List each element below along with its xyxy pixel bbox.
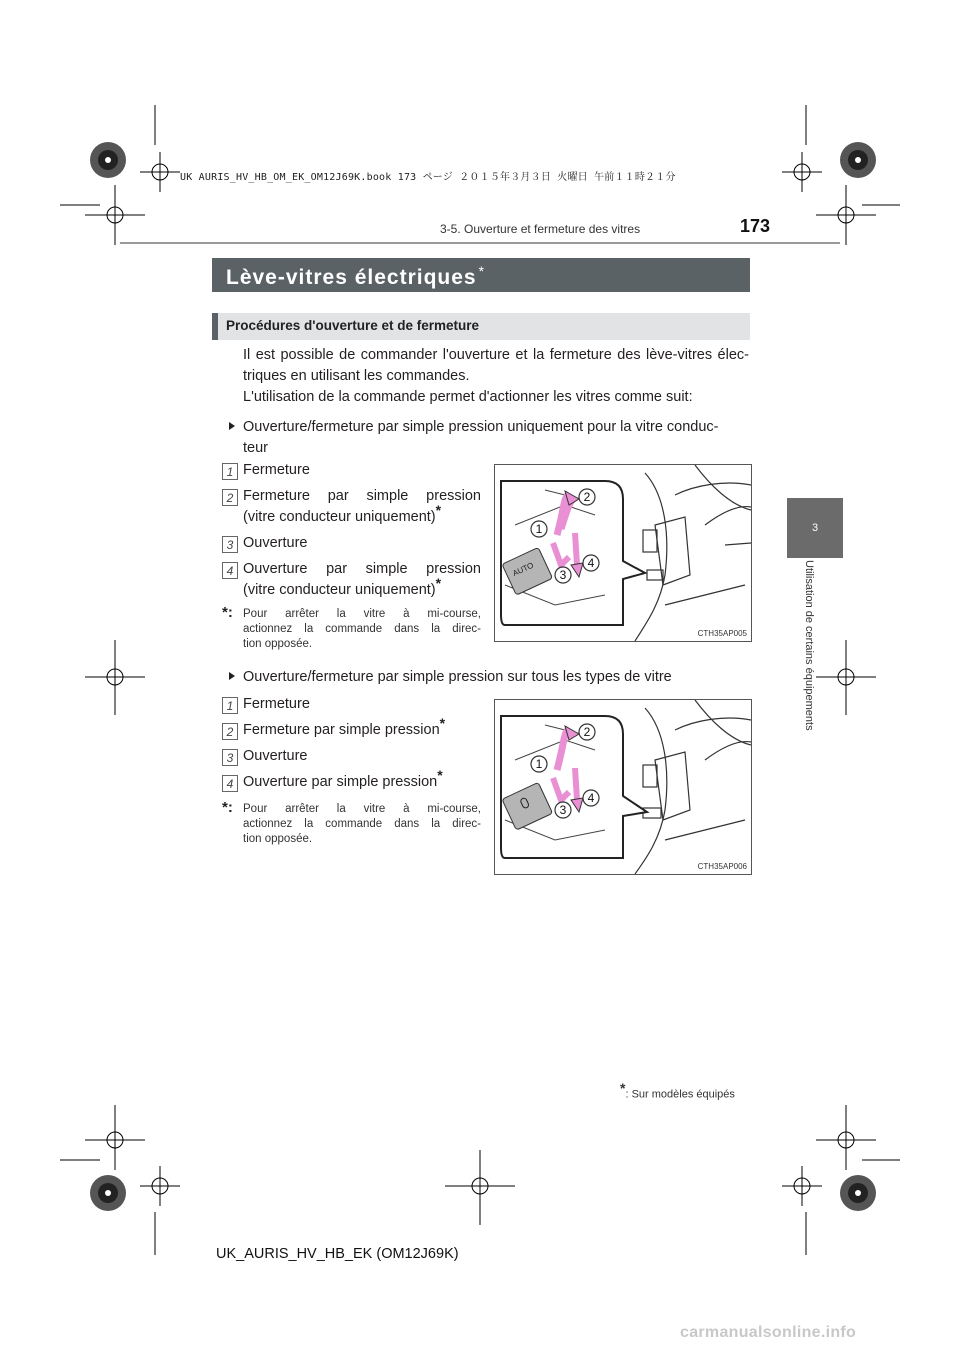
- print-info-line: UK AURIS_HV_HB_OM_EK_OM12J69K.book 173 ページ ２０１５年３月３日 火曜日 午前１１時２１分: [180, 172, 676, 183]
- item-text-part: (vitre conducteur uniquement): [243, 582, 436, 598]
- item-number: 4: [222, 562, 238, 579]
- figure-switch-all: [494, 699, 752, 875]
- item-number: 1: [222, 463, 238, 480]
- bullet-1-text: Ouverture/fermeture par simple pression uniquement pour la vitre conduc-: [243, 419, 719, 435]
- item-text-part: Ouverture par simple pression: [243, 774, 438, 790]
- asterisk-mark: *: [439, 715, 446, 732]
- item-number: 3: [222, 536, 238, 553]
- chapter-label: Utilisation de certains équipements: [803, 560, 815, 731]
- item-text: Ouverture par simple pression: [243, 561, 481, 577]
- item-number: 1: [222, 697, 238, 714]
- item-text: Ouverture: [243, 535, 308, 551]
- item-number: 2: [222, 723, 238, 740]
- rosette-icon: [840, 142, 876, 178]
- note-mark: *:: [222, 799, 233, 816]
- document-id: UK_AURIS_HV_HB_EK (OM12J69K): [216, 1246, 459, 1262]
- note-line: actionnez la commande dans la direc-: [243, 623, 481, 635]
- item-text: Fermeture par simple pression: [243, 488, 481, 504]
- asterisk-mark: *: [620, 1080, 626, 1096]
- callout-number: 1: [535, 522, 543, 536]
- triangle-bullet-icon: [229, 672, 235, 680]
- subtitle-accent: [212, 313, 218, 340]
- note-line: tion opposée.: [243, 833, 313, 845]
- rosette-icon: [840, 1175, 876, 1211]
- title-star: *: [478, 263, 486, 279]
- subtitle: Procédures d'ouverture et de fermeture: [226, 318, 480, 333]
- intro-line-2: triques en utilisant les commandes.: [243, 368, 470, 384]
- subtitle-bar: [212, 313, 750, 340]
- callout-number: 4: [587, 791, 595, 805]
- intro-line-3: L'utilisation de la commande permet d'actionner les vitres comme suit:: [243, 389, 693, 405]
- figure-code: CTH35AP006: [697, 862, 747, 871]
- item-number: 3: [222, 749, 238, 766]
- header-section-title: 3-5. Ouverture et fermeture des vitres: [440, 222, 641, 236]
- item-number: 2: [222, 489, 238, 506]
- page-title-text: Lève-vitres électriques: [226, 266, 477, 289]
- bullet-2: [229, 667, 751, 688]
- asterisk-mark: *: [435, 575, 442, 592]
- callout-number: 2: [583, 725, 591, 739]
- callout-number: 3: [559, 568, 567, 582]
- rosette-icon: [90, 142, 126, 178]
- asterisk-mark: *: [435, 502, 442, 519]
- title-bar: [212, 258, 750, 292]
- watermark: carmanualsonline.info: [680, 1324, 857, 1341]
- item-text: Fermeture: [243, 462, 310, 478]
- page-title: [226, 263, 485, 290]
- note-line: Pour arrêter la vitre à mi-course,: [243, 803, 481, 815]
- note-line: tion opposée.: [243, 638, 313, 650]
- note-mark: *:: [222, 604, 233, 621]
- item-text-line-2: [243, 502, 481, 528]
- callout-number: 1: [535, 757, 543, 771]
- figure-switch-driver: [494, 464, 752, 642]
- item-number: 4: [222, 775, 238, 792]
- chapter-tab: 3: [787, 498, 843, 558]
- item-text: Ouverture: [243, 748, 308, 764]
- triangle-bullet-icon: [229, 422, 235, 430]
- item-text: [243, 715, 481, 741]
- rosette-icon: [90, 1175, 126, 1211]
- switch-illustration: [495, 465, 751, 641]
- item-text: Fermeture: [243, 696, 310, 712]
- footnote: [620, 1080, 735, 1101]
- item-text: [243, 767, 481, 793]
- bullet-1-line-2: teur: [243, 440, 268, 456]
- callout-number: 2: [583, 490, 591, 504]
- auto-label: AUTO: [511, 560, 536, 579]
- callout-number: 3: [559, 803, 567, 817]
- note-line: actionnez la commande dans la direc-: [243, 818, 481, 830]
- page-number: 173: [740, 216, 771, 236]
- item-text-part: (vitre conducteur uniquement): [243, 509, 436, 525]
- asterisk-mark: *: [437, 767, 443, 784]
- callout-number: 4: [587, 556, 595, 570]
- switch-illustration: [495, 700, 751, 874]
- footnote-text: : Sur modèles équipés: [625, 1088, 735, 1101]
- note-line: Pour arrêter la vitre à mi-course,: [243, 608, 481, 620]
- item-text-line-2: [243, 575, 481, 601]
- bullet-2-text: Ouverture/fermeture par simple pression sur tous les types de vitre: [243, 669, 672, 685]
- item-text-part: Fermeture par simple pression: [243, 722, 440, 738]
- intro-line-1: Il est possible de commander l'ouverture et la fermeture des lève-vitres élec-: [243, 347, 749, 363]
- figure-code: CTH35AP005: [697, 629, 747, 638]
- header-rule: [120, 242, 840, 244]
- bullet-1: [229, 417, 751, 438]
